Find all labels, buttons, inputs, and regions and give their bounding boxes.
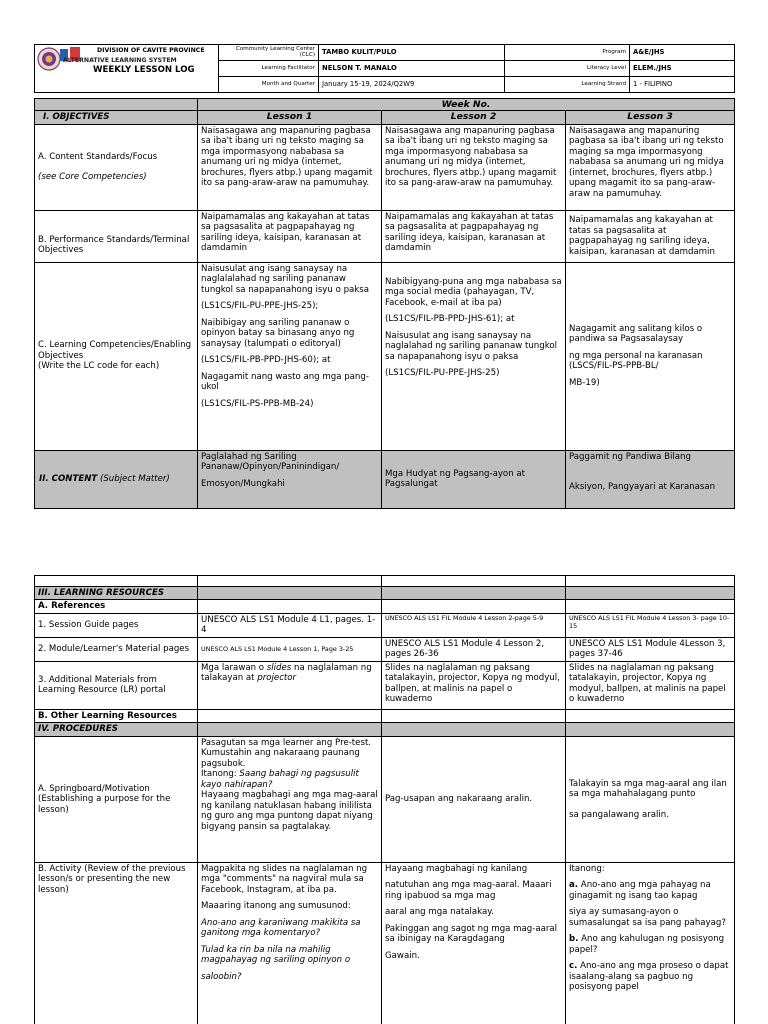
springboard-l3-line: sa pangalawang aralin. <box>569 809 669 820</box>
module-l2: UNESCO ALS LS1 Module 4 Lesson 2, pages 26-36 <box>382 637 566 661</box>
competency-l1-code: (LS1CS/FIL-PS-PPB-MB-24) <box>201 398 314 409</box>
lesson-2-header: Lesson 2 <box>382 111 566 124</box>
content-standards-l1: Naisasagawa ang mapanuring pagbasa sa iba't ibang uri ng teksto maging sa mga impormasyong nababasa sa anumang uri ng midya (internet, brochures, flyers atbp.) upang magamit ito sa pang-araw-araw na pamumuhay. <box>198 124 382 210</box>
activity-l2-line: natutuhan ang mga mag-aaral. Maaari ring ipabuod sa mga mag <box>385 880 552 901</box>
competency-l1-code: (LS1CS/FIL-PB-PPD-JHS-60); at <box>201 355 331 366</box>
activity-l2-line: Hayaang magbahagi ng kanilang <box>385 863 528 874</box>
springboard-row <box>35 736 735 862</box>
program-label: Program <box>505 45 630 61</box>
competency-l1-item: Naibibigay ang sariling pananaw o opinyon batay sa binasang anyo ng sanaysay (talumpati o editoryal) <box>201 317 355 349</box>
strand-value: 1 - FILIPINO <box>630 77 735 93</box>
competency-l3-item: Nagagamit ang salitang kilos o pandiwa sa Pagsasalaysay <box>569 323 703 345</box>
performance-standards-l3: Naipamamalas ang kakayahan at tatas sa pagsasalita at pagpapahayag ng sariling ideya, kaisipan, karanasan at damdamin <box>566 210 735 262</box>
resources-procedures-table <box>34 575 735 1024</box>
activity-l1-question: Tulad ka rin ba nila na mahilig magpahayag ng sariling opinyon o <box>201 944 351 966</box>
module-l3: UNESCO ALS LS1 Module 4Lesson 3, pages 37-46 <box>566 637 735 661</box>
session-guide-l1: UNESCO ALS LS1 Module 4 L1, pages. 1-4 <box>198 613 382 637</box>
additional-l1-projector: projector <box>257 673 297 684</box>
competency-l3-item: ng mga personal na karanasan (LSCS/FIL-PS-PPB-BL/ <box>569 350 703 372</box>
references-heading: A. References <box>35 600 198 613</box>
module-l1: UNESCO ALS LS1 Module 4 Lesson 1, Page 3-25 <box>198 637 382 661</box>
competency-l1-item: Nagagamit nang wasto ang mga pang-ukol <box>201 371 369 393</box>
objectives-table <box>34 98 735 509</box>
springboard-l1-line: Itanong: <box>201 769 240 780</box>
header-table <box>34 44 735 93</box>
performance-standards-l2: Naipamamalas ang kakayahan at tatas sa pagsasalita at pagpapahayag ng sariling ideya, kaisipan, karanasan at damdamin <box>382 210 566 262</box>
activity-l3-line: Ano-ano ang mga proseso o dapat isaalang-alang sa pagbuo ng posisyong papel <box>569 961 729 993</box>
activity-l2-line: Gawain. <box>385 950 420 961</box>
additional-l1-text: Mga larawan o <box>201 662 267 673</box>
system-name: ALTERNATIVE LEARNING SYSTEM <box>63 57 177 64</box>
activity-l3-line: Ano-ano ang mga pahayag na ginagamit ng isang tao kapag <box>569 880 711 901</box>
springboard-l2: Pag-usapan ang nakaraang aralin. <box>382 736 566 862</box>
week-blank-cell <box>35 99 198 111</box>
activity-l3-line: Itanong: <box>569 863 605 874</box>
content-sub: (Subject Matter) <box>99 473 170 484</box>
activity-row <box>35 862 735 1024</box>
additional-label: 3. Additional Materials from Learning Resource (LR) portal <box>35 661 198 709</box>
activity-l2-line: aaral ang mga natalakay. <box>385 907 494 918</box>
session-guide-label: 1. Session Guide pages <box>35 613 198 637</box>
content-l2: Mga Hudyat ng Pagsang-ayon at Pagsalungat <box>382 450 566 508</box>
competency-l2-code: (LS1CS/FIL-PB-PPD-JHS-61); at <box>385 314 515 325</box>
additional-l1-slides: slides <box>266 662 292 673</box>
competency-l2-item: Nabibigyang-puna ang mga nababasa sa mga social media (pahayagan, TV, Facebook, e-mail at iba pa) <box>385 276 562 308</box>
springboard-l1-line: Pasagutan sa mga learner ang Pre-test. <box>201 737 372 748</box>
springboard-l1-line: Hayaang magbahagi ang mga mag-aaral ng kanilang natuklasan habang inililista ng guro ang mga puntong dapat niyang bigyang pansin sa pagtalakay. <box>201 790 378 832</box>
session-guide-l3: UNESCO ALS LS1 FIL Module 4 Lesson 3- page 10-15 <box>566 613 735 637</box>
month-quarter-label: Month and Quarter <box>219 77 319 93</box>
procedures-heading: IV. PROCEDURES <box>35 723 198 736</box>
module-label: 2. Module/Learner's Material pages <box>35 637 198 661</box>
activity-label: B. Activity (Review of the previous lesson/s or presenting the new lesson) <box>35 862 198 1024</box>
other-resources-heading: B. Other Learning Resources <box>35 709 198 722</box>
session-guide-l2: UNESCO ALS LS1 FIL Module 4 Lesson 2-page 5-9 <box>382 613 566 637</box>
activity-l3-line: siya ay sumasang-ayon o sumasalungat sa isa pang pahayag? <box>569 907 726 928</box>
activity-l1-line: Maaaring itanong ang sumusunod: <box>201 901 351 912</box>
activity-l1-question: saloobin? <box>201 971 242 982</box>
competencies-row <box>35 262 735 450</box>
activity-l2-line: Pakinggan ang sagot ng mga mag-aaral sa ibinigay na Karagdagang <box>385 923 558 945</box>
content-row <box>35 450 735 508</box>
session-guide-row <box>35 613 735 637</box>
competency-l2-code: (LS1CS/FIL-PU-PPE-JHS-25) <box>385 368 500 379</box>
lesson-1-header: Lesson 1 <box>198 111 382 124</box>
activity-l3-line: Ano ang kahulugan ng posisyong papel? <box>569 934 725 955</box>
performance-standards-row <box>35 210 735 262</box>
content-standards-l2: Naisasagawa ang mapanuring pagbasa sa iba't ibang uri ng teksto maging sa mga impormasyong nababasa sa anumang uri ng midya (internet, brochures, flyers atbp.) upang magamit ito sa pang-araw-araw na pamumuhay. <box>382 124 566 210</box>
learning-resources-heading: III. LEARNING RESOURCES <box>35 587 198 600</box>
literacy-label: Literacy Level <box>505 61 630 77</box>
activity-l1-line: Magpakita ng slides na naglalaman ng mga "comments" na nagviral mula sa Facebook, Instagram, at iba pa. <box>201 863 368 895</box>
competency-l2-item: Naisusulat ang isang sanaysay na naglalahad ng sariling pananaw tungkol sa napapanahong isyu o paksa <box>385 330 558 362</box>
objectives-heading: I. OBJECTIVES <box>35 111 198 124</box>
competencies-sub: (Write the LC code for each) <box>38 361 160 372</box>
content-l3-line: Paggamit ng Pandiwa Bilang <box>569 451 691 462</box>
additional-l3: Slides na naglalaman ng paksang tatalakayin, projector, Kopya ng modyul, ballpen, at malinis na papel o kuwaderno <box>566 661 735 709</box>
springboard-label: A. Springboard/Motivation (Establishing a purpose for the lesson) <box>35 736 198 862</box>
performance-standards-l1: Naipamamalas ang kakayahan at tatas sa pagsasalita at pagpapahayag ng sariling ideya, kaisipan, karanasan at damdamin <box>198 210 382 262</box>
facilitator-value: NELSON T. MANALO <box>319 61 505 77</box>
content-l3-line: Aksiyon, Pangyayari at Karanasan <box>569 482 716 493</box>
header-logo-cell <box>35 45 219 93</box>
program-value: A&E/JHS <box>630 45 735 61</box>
module-row <box>35 637 735 661</box>
literacy-value: ELEM./JHS <box>630 61 735 77</box>
content-standards-label: A. Content Standards/Focus <box>38 151 158 162</box>
performance-standards-label: B. Performance Standards/Terminal Objectives <box>35 210 198 262</box>
competency-l1-code: (LS1CS/FIL-PU-PPE-JHS-25); <box>201 301 319 312</box>
lesson-3-header: Lesson 3 <box>566 111 735 124</box>
strand-label: Learning Strand <box>505 77 630 93</box>
activity-l3-marker: b. <box>569 934 579 945</box>
competencies-label: C. Learning Competencies/Enabling Objectives <box>38 340 192 361</box>
activity-l3-marker: c. <box>569 961 578 972</box>
content-standards-row <box>35 124 735 210</box>
content-standards-l3: Naisasagawa ang mapanuring pagbasa sa iba't ibang uri ng teksto maging sa mga impormasyong nababasa sa anumang uri ng midya (internet, brochures, flyers atbp.) upang magamit ito sa pang-araw-araw na pamumuhay. <box>566 124 735 210</box>
week-no-header: Week No. <box>198 99 735 111</box>
clc-label: Community Learning Center (CLC) <box>219 45 319 61</box>
springboard-l1-line: Kumustahin ang nakaraang paunang pagsubok. <box>201 748 360 769</box>
springboard-l3-line: Talakayin sa mga mag-aaral ang ilan sa mga mahahalagang punto <box>569 778 727 800</box>
content-heading: II. CONTENT <box>39 473 98 484</box>
activity-l3-marker: a. <box>569 880 579 891</box>
springboard-l1-question: Saang bahagi ng pagsusulit kayo nahirapan? <box>201 769 359 790</box>
log-title: WEEKLY LESSON LOG <box>93 65 195 75</box>
division-name: DIVISION OF CAVITE PROVINCE <box>97 47 205 54</box>
content-standards-sub: (see Core Competencies) <box>38 172 147 183</box>
alternative-learning-system-logo <box>37 47 61 74</box>
content-l1-line: Emosyon/Mungkahi <box>201 478 285 489</box>
clc-value: TAMBO KULIT/PULO <box>319 45 505 61</box>
additional-l1-text: na naglalaman ng talakayan at <box>201 662 372 684</box>
additional-materials-row <box>35 661 735 709</box>
competency-l1-item: Naisusulat ang isang sanaysay na naglalalahad ng sariling pananaw tungkol sa napapanahong isyu o paksa <box>201 263 370 295</box>
competency-l3-code: MB-19) <box>569 377 600 388</box>
facilitator-label: Learning Facilitator <box>219 61 319 77</box>
activity-l1-question: Ano-ano ang karaniwang makikita sa ganitong mga komentaryo? <box>201 917 361 939</box>
additional-l2: Slides na naglalaman ng paksang tatalakayin, projector, Kopya ng modyul, ballpen, at malinis na papel o kuwaderno <box>382 661 566 709</box>
month-quarter-value: January 15-19, 2024/Q2W9 <box>319 77 505 93</box>
content-l1-line: Paglalahad ng Sariling Pananaw/Opinyon/Paninindigan/ <box>201 451 340 473</box>
